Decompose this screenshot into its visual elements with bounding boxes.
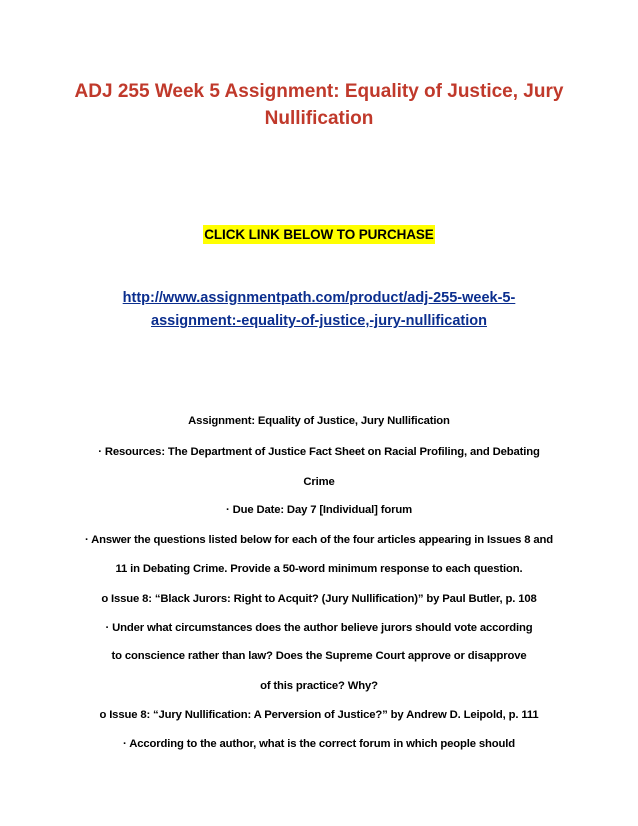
body-line-instructions-cont: 11 in Debating Crime. Provide a 50-word minimum response to each question. [115, 563, 523, 575]
body-line-due-date: · Due Date: Day 7 [Individual] forum [225, 504, 413, 516]
body-line-issue-8-leipold: o Issue 8: “Jury Nullification: A Perversion of Justice?” by Andrew D. Leipold, p. 111 [99, 709, 539, 721]
body-line-question-1-end: of this practice? Why? [260, 680, 378, 692]
body-line-resources-cont: Crime [303, 476, 335, 488]
assignment-heading: Assignment: Equality of Justice, Jury Nullification [188, 415, 450, 427]
cta-label: CLICK LINK BELOW TO PURCHASE [204, 227, 434, 242]
document-title: ADJ 255 Week 5 Assignment: Equality of Justice, Jury Nullification [74, 81, 564, 129]
body-line-question-1-cont: to conscience rather than law? Does the Supreme Court approve or disapprove [111, 650, 527, 662]
body-line-question-1: · Under what circumstances does the author believe jurors should vote according [105, 622, 533, 634]
purchase-link[interactable]: http://www.assignmentpath.com/product/adj-255-week-5-assignment:-equality-of-justice,-jury-nullification [122, 290, 516, 329]
body-line-question-2: · According to the author, what is the correct forum in which people should [123, 738, 515, 750]
body-line-instructions: · Answer the questions listed below for each of the four articles appearing in Issues 8 and [84, 534, 554, 546]
body-line-issue-8-butler: o Issue 8: “Black Jurors: Right to Acquit? (Jury Nullification)” by Paul Butler, p. 108 [101, 593, 537, 605]
body-line-resources: · Resources: The Department of Justice Fact Sheet on Racial Profiling, and Debating [98, 446, 540, 458]
purchase-callout [0, 225, 638, 244]
